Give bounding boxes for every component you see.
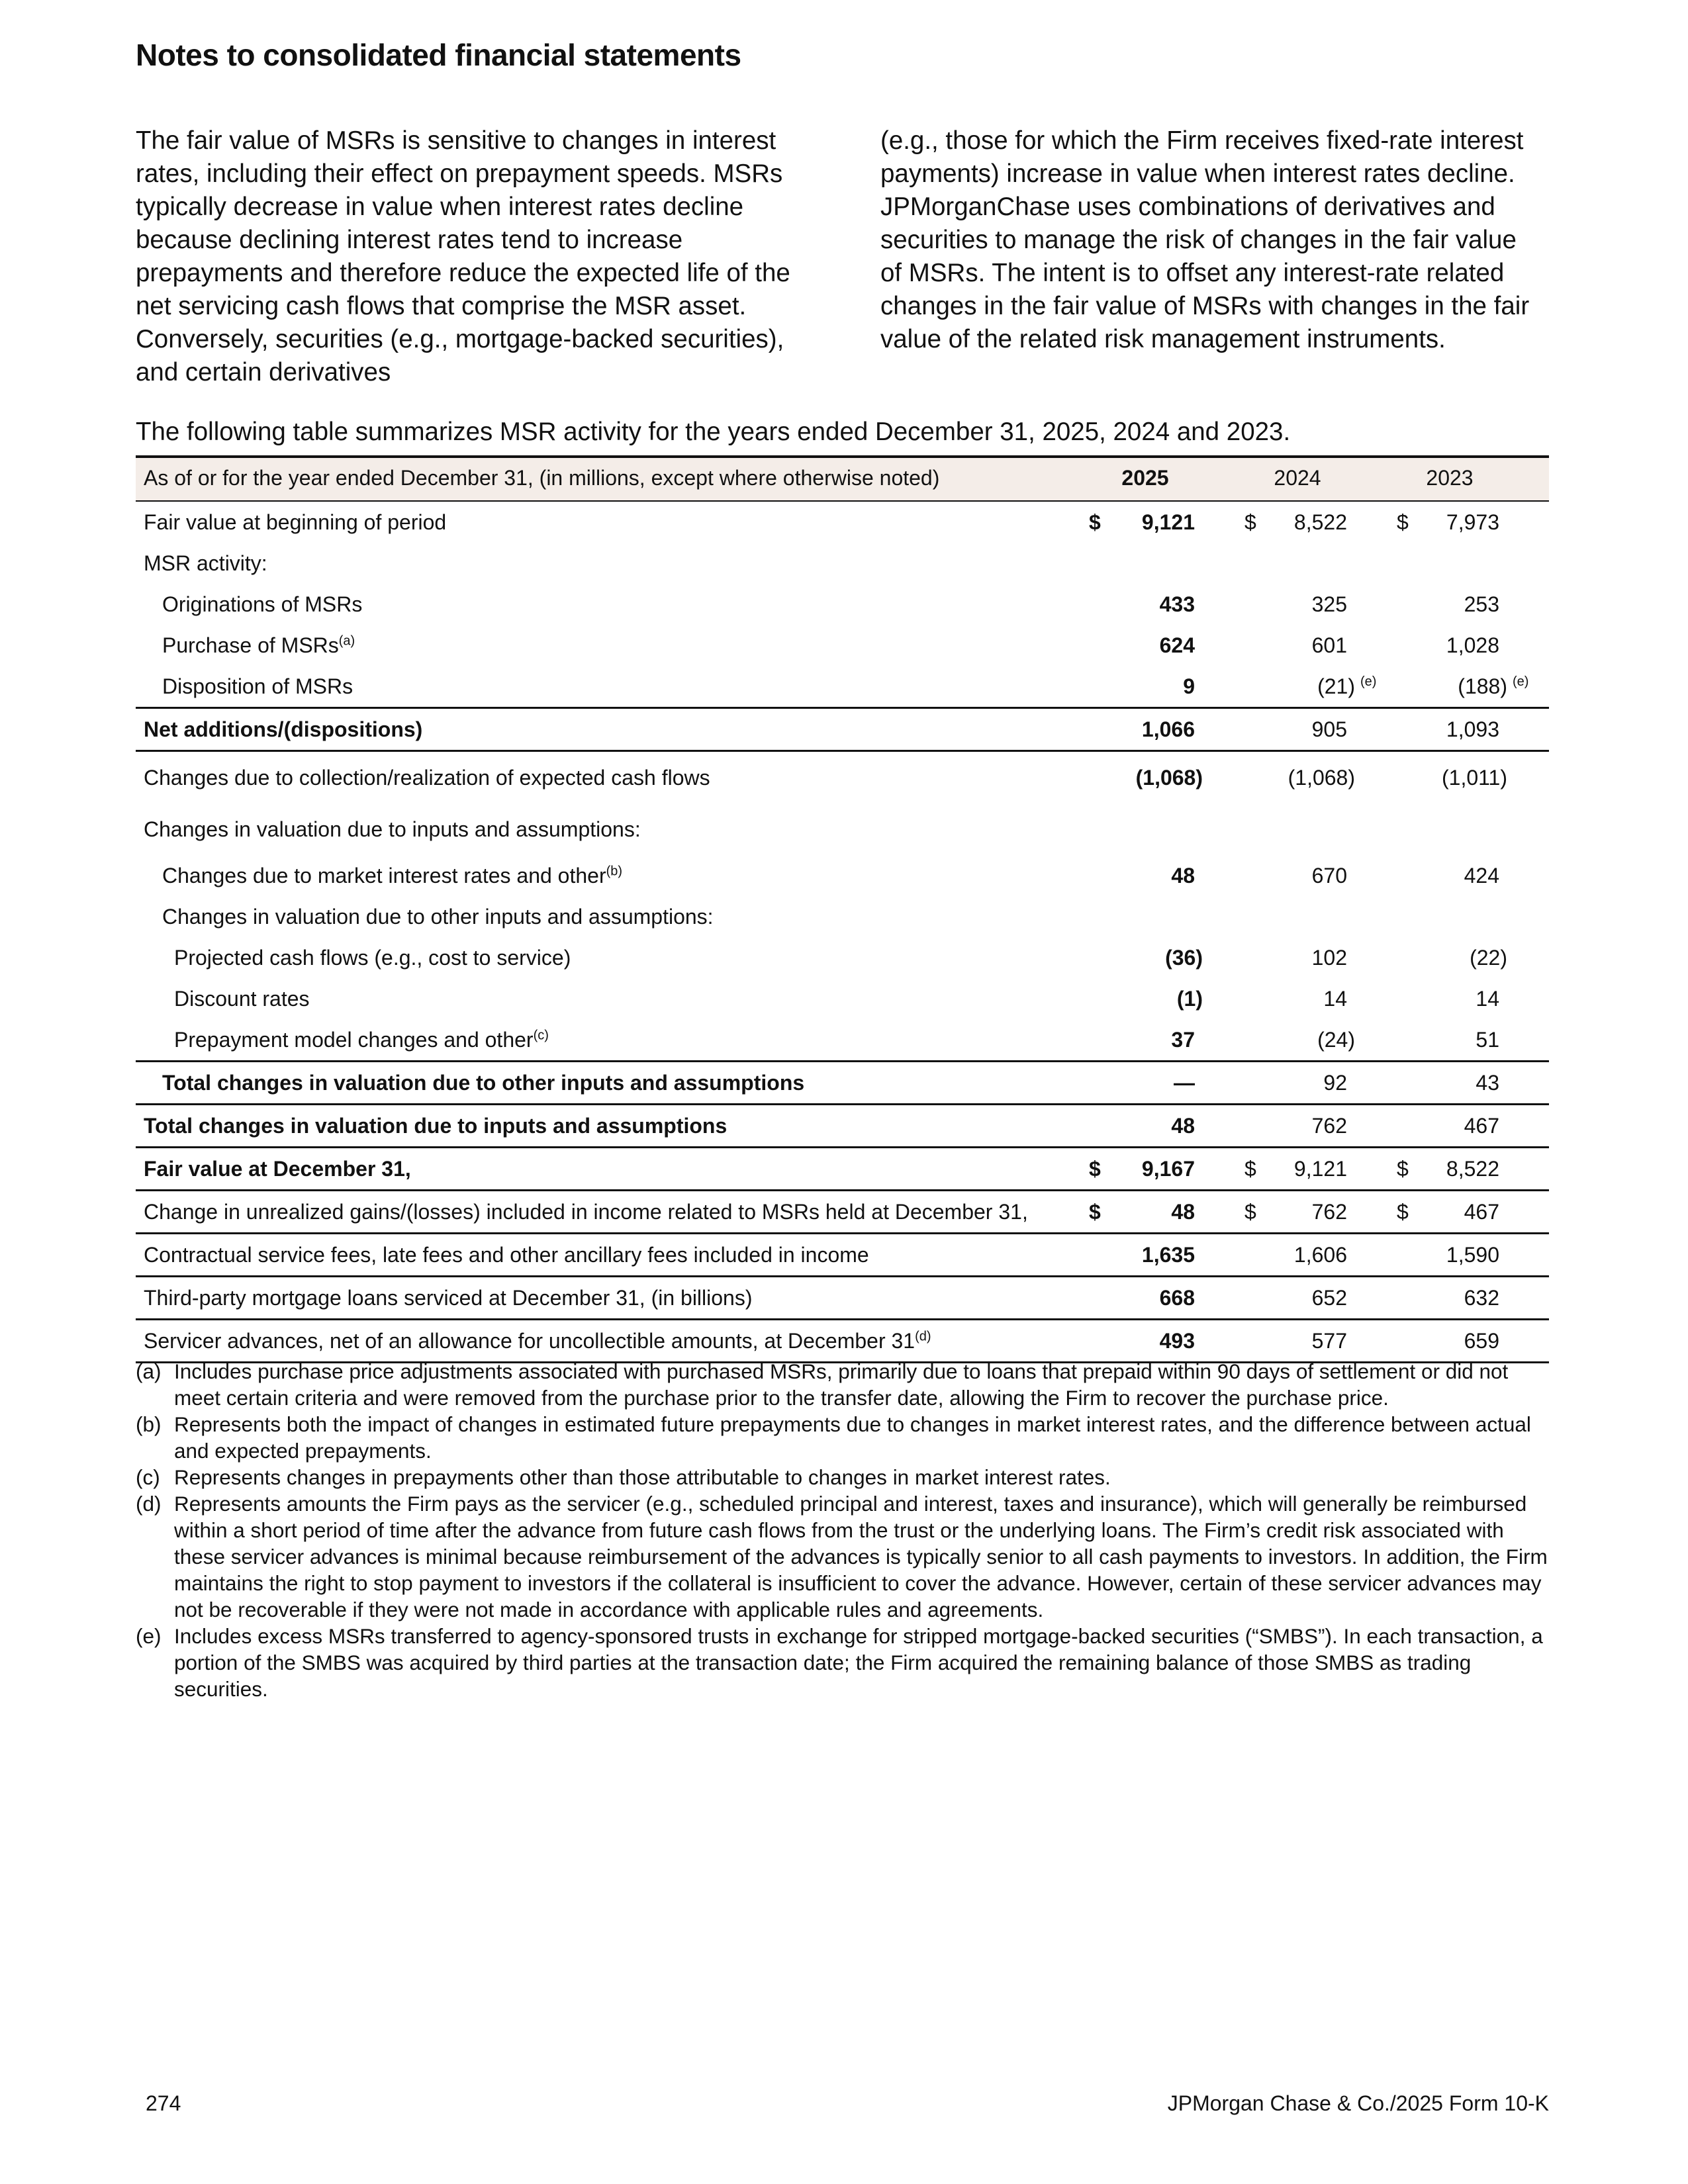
value-2023: 8,522 xyxy=(1446,1157,1499,1181)
table-intro: The following table summarizes MSR activity for the years ended December 31, 2025, 2024 and 2023. xyxy=(136,418,1291,446)
table-row xyxy=(136,750,1549,803)
value-2024: 905 xyxy=(1311,717,1347,741)
value-2025: (36) xyxy=(1165,946,1203,970)
value-2025: 1,066 xyxy=(1141,717,1195,741)
value-2023: (1,011) xyxy=(1441,766,1507,790)
row-label: Changes due to market interest rates and other xyxy=(162,864,606,887)
table-row xyxy=(136,666,1549,707)
value-2023: (22) xyxy=(1470,946,1507,970)
value-2023: 632 xyxy=(1464,1286,1499,1310)
row-label: Fair value at beginning of period xyxy=(144,510,447,534)
row-label-wrap xyxy=(144,1320,931,1361)
header-2025: 2025 xyxy=(1121,466,1169,490)
footnote-ref: (b) xyxy=(606,864,623,879)
table-row xyxy=(136,1275,1549,1318)
value-2023: 43 xyxy=(1476,1071,1499,1095)
row-label: Third-party mortgage loans serviced at December 31, (in billions) xyxy=(144,1286,753,1310)
footnote-ref: (d) xyxy=(915,1329,931,1344)
value-2023: 467 xyxy=(1464,1114,1499,1138)
row-label: Total changes in valuation due to inputs and assumptions xyxy=(144,1114,727,1138)
row-label-wrap xyxy=(162,625,355,666)
currency-symbol: $ xyxy=(1397,1200,1409,1224)
table-row xyxy=(136,1189,1549,1232)
value-2025: 493 xyxy=(1159,1329,1195,1353)
page-title: Notes to consolidated financial statements xyxy=(136,38,741,72)
table-row xyxy=(136,1232,1549,1275)
value-2024: 577 xyxy=(1311,1329,1347,1353)
footnote-label: (e) xyxy=(136,1624,162,1648)
value-2024: (24) xyxy=(1317,1028,1355,1052)
value-2024: 762 xyxy=(1311,1114,1347,1138)
value-2023: 1,093 xyxy=(1446,717,1499,741)
currency-symbol: $ xyxy=(1089,510,1101,534)
value-2023: 14 xyxy=(1476,987,1499,1011)
currency-symbol: $ xyxy=(1397,510,1409,534)
currency-symbol: $ xyxy=(1244,1157,1256,1181)
table-row xyxy=(136,978,1549,1019)
value-2024: 102 xyxy=(1311,946,1347,970)
table-row xyxy=(136,896,1549,937)
value-2023: 424 xyxy=(1464,864,1499,887)
footnote-label: (d) xyxy=(136,1492,162,1516)
value-2025: 668 xyxy=(1159,1286,1195,1310)
value-2023: 1,590 xyxy=(1446,1243,1499,1267)
row-label: Changes due to collection/realization of expected cash flows xyxy=(144,766,710,790)
row-label: Changes in valuation due to other inputs and assumptions: xyxy=(162,905,714,929)
table-row xyxy=(136,1318,1549,1363)
value-2024: 9,121 xyxy=(1293,1157,1347,1181)
row-label: Changes in valuation due to inputs and assumptions: xyxy=(144,817,641,841)
currency-symbol: $ xyxy=(1089,1157,1101,1181)
table-row xyxy=(136,1019,1549,1060)
value-2024: 652 xyxy=(1311,1286,1347,1310)
value-2025: 624 xyxy=(1159,633,1195,657)
row-label: Net additions/(dispositions) xyxy=(144,717,423,741)
currency-symbol: $ xyxy=(1244,1200,1256,1224)
value-2025: 48 xyxy=(1171,864,1195,887)
row-label: Projected cash flows (e.g., cost to service) xyxy=(174,946,571,970)
row-label: Change in unrealized gains/(losses) included in income related to MSRs held at December 31, xyxy=(144,1200,1028,1224)
row-label: Discount rates xyxy=(174,987,310,1011)
row-label-wrap xyxy=(174,1019,549,1060)
value-2023: (188) xyxy=(1458,674,1507,698)
footnote-text: Includes excess MSRs transferred to agency-sponsored trusts in exchange for stripped mortgage-backed securities (“SMBS”). In each transaction, a portion of the SMBS was acquired by third parties at the transaction date; the Firm acquired the remaining balance of those SMBS as trading securities. xyxy=(174,1624,1543,1701)
table-row xyxy=(136,937,1549,978)
footnote-ref: (c) xyxy=(533,1028,549,1043)
value-2024: 1,606 xyxy=(1293,1243,1347,1267)
footnotes xyxy=(136,1358,1552,1702)
row-label: Disposition of MSRs xyxy=(162,674,353,698)
intro-paragraph-left: The fair value of MSRs is sensitive to changes in interest rates, including their effect on prepayment speeds. MSRs typically decrease in value when interest rates decline because declining interest rates tend to increase prepayments and therefore reduce the expected life of the net servicing cash flows that comprise the MSR asset. Conversely, securities (e.g., mortgage-backed securities), and certain derivatives xyxy=(136,126,790,387)
value-2025: 9,121 xyxy=(1141,510,1195,534)
row-label: Total changes in valuation due to other inputs and assumptions xyxy=(162,1071,805,1095)
header-2023: 2023 xyxy=(1426,466,1474,490)
value-2024: 762 xyxy=(1311,1200,1347,1224)
footnote-label: (a) xyxy=(136,1359,162,1383)
table-row xyxy=(136,1060,1549,1103)
row-label: Originations of MSRs xyxy=(162,592,363,616)
footnote-label: (c) xyxy=(136,1465,160,1489)
value-2025: 433 xyxy=(1159,592,1195,616)
table-row xyxy=(136,543,1549,584)
row-label: Servicer advances, net of an allowance for uncollectible amounts, at December 31 xyxy=(144,1329,915,1353)
page-number: 274 xyxy=(146,2091,181,2115)
footnote-d xyxy=(136,1490,1552,1623)
footnote-text: Represents changes in prepayments other than those attributable to changes in market interest rates. xyxy=(174,1465,1111,1489)
table-row xyxy=(136,625,1549,666)
value-2023: 253 xyxy=(1464,592,1499,616)
value-2024: 92 xyxy=(1323,1071,1347,1095)
value-2024: 325 xyxy=(1311,592,1347,616)
value-2025: 37 xyxy=(1171,1028,1195,1052)
value-2025: 1,635 xyxy=(1141,1243,1195,1267)
value-2025: — xyxy=(1174,1071,1195,1095)
value-2025: 9,167 xyxy=(1141,1157,1195,1181)
value-2025: 9 xyxy=(1183,674,1195,698)
currency-symbol: $ xyxy=(1244,510,1256,534)
value-2025: (1) xyxy=(1176,987,1203,1011)
header-label: As of or for the year ended December 31, (in millions, except where otherwise noted) xyxy=(144,466,940,490)
table-row xyxy=(136,584,1549,625)
row-label: Prepayment model changes and other xyxy=(174,1028,534,1052)
value-2024: 670 xyxy=(1311,864,1347,887)
footnote-label: (b) xyxy=(136,1412,162,1436)
value-2025: (1,068) xyxy=(1135,766,1203,790)
row-label: Purchase of MSRs xyxy=(162,633,339,657)
value-2024: (21) xyxy=(1317,674,1355,698)
footnote-text: Represents both the impact of changes in estimated future prepayments due to changes in market interest rates, and the difference between actual and expected prepayments. xyxy=(174,1412,1531,1463)
table-row xyxy=(136,855,1549,896)
value-2023: 7,973 xyxy=(1446,510,1499,534)
value-2023: 467 xyxy=(1464,1200,1499,1224)
currency-symbol: $ xyxy=(1397,1157,1409,1181)
value-2023: 1,028 xyxy=(1446,633,1499,657)
footnote-e xyxy=(136,1623,1552,1702)
table-row xyxy=(136,1103,1549,1146)
document-reference: JPMorgan Chase & Co./2025 Form 10-K xyxy=(1167,2091,1549,2115)
table-row xyxy=(136,1146,1549,1189)
footnote-text: Represents amounts the Firm pays as the servicer (e.g., scheduled principal and interest, taxes and insurance), which will generally be reimbursed within a short period of time after the advance from future cash flows from the trust or the underlying loans. The Firm’s credit risk associated with these servicer advances is minimal because reimbursement of the advances is typically senior to all cash payments to investors. In addition, the Firm maintains the right to stop payment to investors if the collateral is insufficient to cover the advance. However, certain of these servicer advances may not be recoverable if they were not made in accordance with applicable rules and agreements. xyxy=(174,1492,1548,1621)
table-header-row xyxy=(136,455,1549,502)
footnote-ref: (e) xyxy=(1360,674,1377,689)
row-label: Contractual service fees, late fees and other ancillary fees included in income xyxy=(144,1243,869,1267)
header-2024: 2024 xyxy=(1274,466,1321,490)
footnote-text: Includes purchase price adjustments associated with purchased MSRs, primarily due to loans that prepaid within 90 days of settlement or did not meet certain criteria and were removed from the purchase prior to the transfer date, allowing the Firm to recover the purchase price. xyxy=(174,1359,1509,1410)
value-2024: (1,068) xyxy=(1288,766,1355,790)
row-label: MSR activity: xyxy=(144,551,267,575)
table-row xyxy=(136,803,1549,855)
footnote-a xyxy=(136,1358,1552,1411)
value-2024: 14 xyxy=(1323,987,1347,1011)
value-2025: 48 xyxy=(1171,1200,1195,1224)
value-2024: 601 xyxy=(1311,633,1347,657)
value-2024: 8,522 xyxy=(1293,510,1347,534)
row-label-wrap xyxy=(162,855,622,896)
value-2025: 48 xyxy=(1171,1114,1195,1138)
footnote-ref: (a) xyxy=(338,633,355,649)
value-2023: 659 xyxy=(1464,1329,1499,1353)
footnote-ref: (e) xyxy=(1513,674,1529,689)
row-label: Fair value at December 31, xyxy=(144,1157,411,1181)
table-row xyxy=(136,707,1549,750)
intro-paragraph-right: (e.g., those for which the Firm receives fixed-rate interest payments) increase in value when interest rates decline. JPMorganChase uses combinations of derivatives and securities to manage the risk of changes in the fair value of MSRs. The intent is to offset any interest-rate related changes in the fair value of MSRs with changes in the fair value of the related risk management instruments. xyxy=(880,126,1530,353)
currency-symbol: $ xyxy=(1089,1200,1101,1224)
table-row xyxy=(136,502,1549,543)
footnote-c xyxy=(136,1464,1552,1490)
msr-activity-table xyxy=(136,455,1549,1363)
footnote-b xyxy=(136,1411,1552,1464)
value-2023: 51 xyxy=(1476,1028,1499,1052)
